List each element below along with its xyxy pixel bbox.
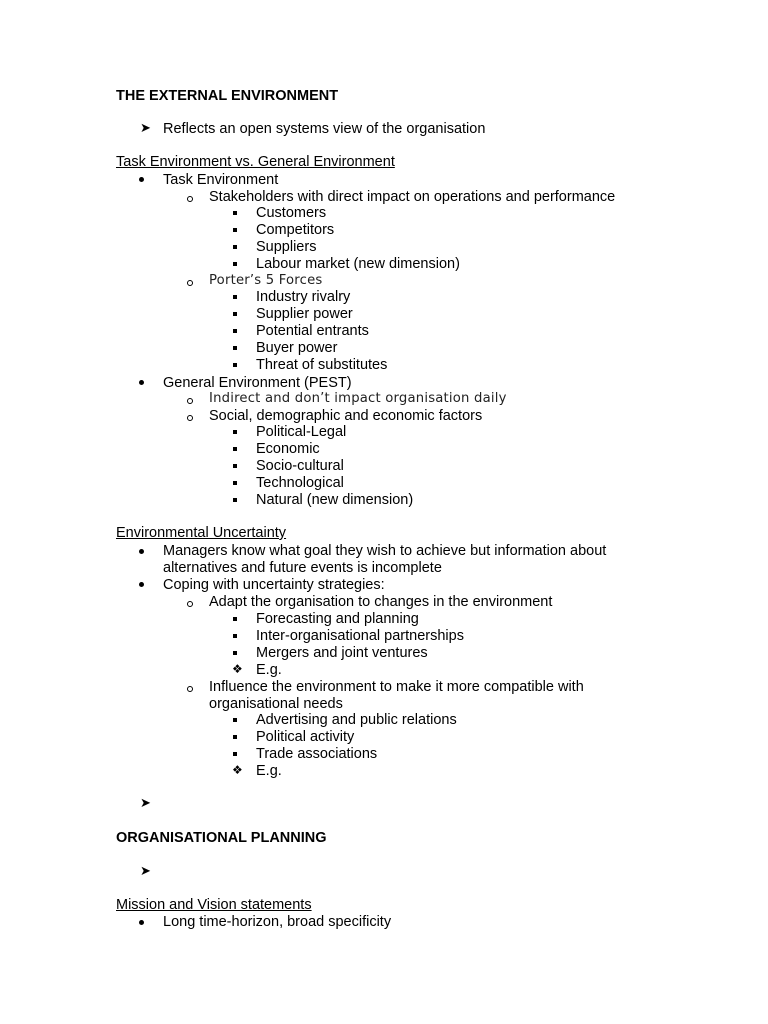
circle-bullet-icon: [187, 280, 193, 286]
square-bullet-icon: [233, 262, 237, 266]
influence-label-line1: Influence the environment to make it more compatible with: [209, 679, 584, 695]
dot-bullet-icon: [139, 920, 144, 925]
square-bullet-icon: [233, 752, 237, 756]
diamond-bullet-icon: ❖: [232, 662, 243, 676]
square-bullet-icon: [233, 498, 237, 502]
porter-forces-label: Porter’s 5 Forces: [209, 273, 323, 288]
task-environment-label: Task Environment: [163, 172, 279, 188]
influence-label-line2: organisational needs: [209, 696, 343, 712]
list-item: Competitors: [256, 222, 335, 238]
list-item: Supplier power: [256, 306, 353, 322]
list-item: Technological: [256, 475, 344, 491]
section-heading-task-vs-general: Task Environment vs. General Environment: [116, 154, 395, 170]
list-item: Political-Legal: [256, 424, 347, 440]
arrow-bullet-icon: ➤: [140, 863, 151, 878]
heading-organisational-planning: ORGANISATIONAL PLANNING: [116, 830, 327, 846]
example-label: E.g.: [256, 662, 282, 678]
square-bullet-icon: [233, 312, 237, 316]
list-item: Advertising and public relations: [256, 712, 457, 728]
coping-strategies-label: Coping with uncertainty strategies:: [163, 577, 385, 593]
uncertainty-definition-line1: Managers know what goal they wish to achieve but information about: [163, 543, 607, 559]
circle-bullet-icon: [187, 601, 193, 607]
heading-external-environment: THE EXTERNAL ENVIRONMENT: [116, 88, 339, 104]
intro-bullet-text: Reflects an open systems view of the organisation: [163, 121, 486, 137]
list-item: Threat of substitutes: [256, 357, 388, 373]
square-bullet-icon: [233, 447, 237, 451]
stakeholders-label: Stakeholders with direct impact on operations and performance: [209, 189, 616, 205]
circle-bullet-icon: [187, 398, 193, 404]
section-heading-mission-vision: Mission and Vision statements: [116, 897, 312, 913]
square-bullet-icon: [233, 430, 237, 434]
square-bullet-icon: [233, 228, 237, 232]
square-bullet-icon: [233, 295, 237, 299]
factors-label: Social, demographic and economic factors: [209, 408, 483, 424]
circle-bullet-icon: [187, 686, 193, 692]
general-environment-label: General Environment (PEST): [163, 375, 352, 391]
square-bullet-icon: [233, 634, 237, 638]
list-item: Customers: [256, 205, 327, 221]
list-item: Inter-organisational partnerships: [256, 628, 464, 644]
list-item: Economic: [256, 441, 320, 457]
square-bullet-icon: [233, 651, 237, 655]
square-bullet-icon: [233, 245, 237, 249]
list-item: Socio-cultural: [256, 458, 344, 474]
dot-bullet-icon: [139, 549, 144, 554]
arrow-bullet-icon: ➤: [140, 795, 151, 810]
list-item: Political activity: [256, 729, 355, 745]
square-bullet-icon: [233, 464, 237, 468]
list-item: Mergers and joint ventures: [256, 645, 428, 661]
list-item: Potential entrants: [256, 323, 369, 339]
circle-bullet-icon: [187, 196, 193, 202]
square-bullet-icon: [233, 363, 237, 367]
list-item: Forecasting and planning: [256, 611, 419, 627]
indirect-impact-text: Indirect and don’t impact organisation daily: [209, 391, 507, 406]
square-bullet-icon: [233, 329, 237, 333]
square-bullet-icon: [233, 617, 237, 621]
diamond-bullet-icon: ❖: [232, 763, 243, 777]
square-bullet-icon: [233, 718, 237, 722]
list-item: Labour market (new dimension): [256, 256, 460, 272]
square-bullet-icon: [233, 211, 237, 215]
adapt-label: Adapt the organisation to changes in the environment: [209, 594, 553, 610]
dot-bullet-icon: [139, 177, 144, 182]
square-bullet-icon: [233, 735, 237, 739]
square-bullet-icon: [233, 346, 237, 350]
list-item: Industry rivalry: [256, 289, 351, 305]
uncertainty-definition-line2: alternatives and future events is incomplete: [163, 560, 442, 576]
list-item: Buyer power: [256, 340, 338, 356]
dot-bullet-icon: [139, 380, 144, 385]
square-bullet-icon: [233, 481, 237, 485]
example-label: E.g.: [256, 763, 282, 779]
arrow-bullet-icon: ➤: [140, 120, 151, 135]
list-item: Long time-horizon, broad specificity: [163, 914, 392, 930]
circle-bullet-icon: [187, 415, 193, 421]
list-item: Trade associations: [256, 746, 378, 762]
dot-bullet-icon: [139, 582, 144, 587]
list-item: Natural (new dimension): [256, 492, 414, 508]
list-item: Suppliers: [256, 239, 317, 255]
section-heading-uncertainty: Environmental Uncertainty: [116, 525, 287, 541]
